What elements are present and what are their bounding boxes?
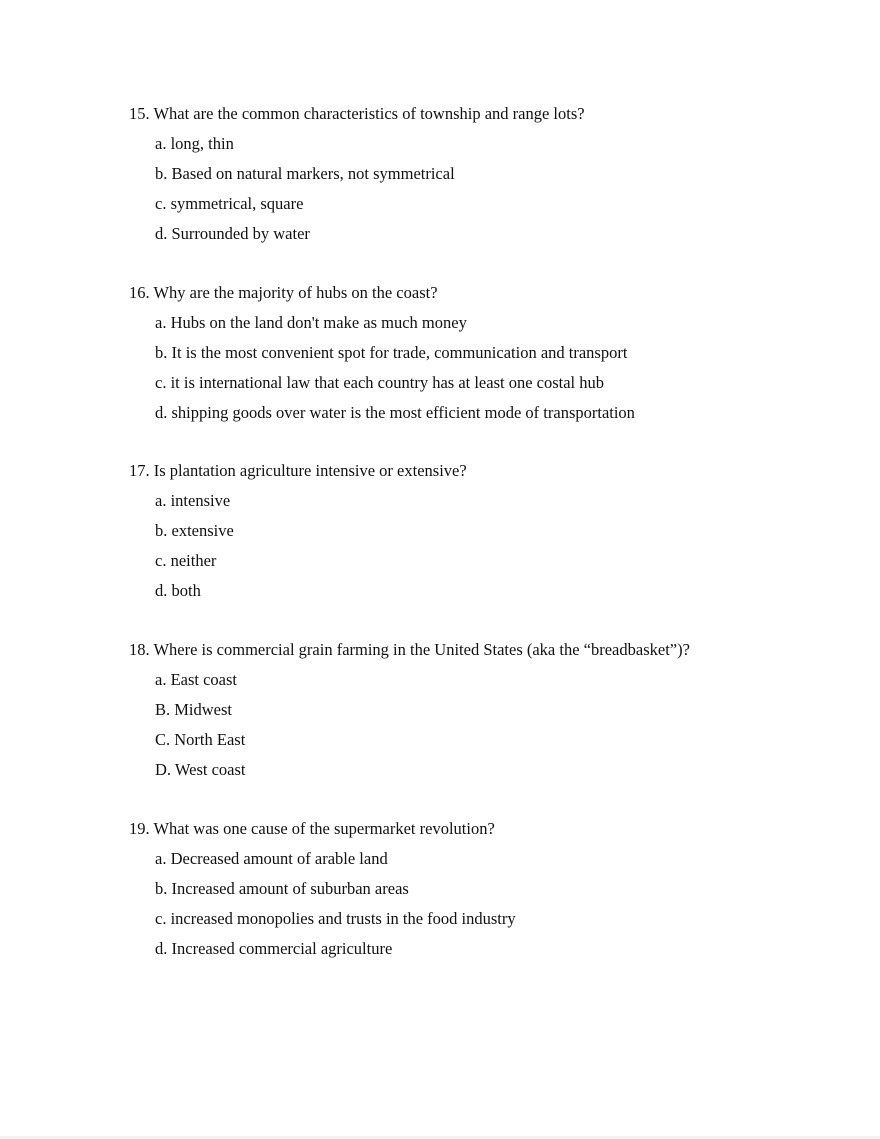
answer-option-b: b. Increased amount of suburban areas [155,879,409,898]
answer-option-c: c. symmetrical, square [155,194,304,213]
answer-option-a: a. Hubs on the land don't make as much money [155,313,467,332]
answer-option-b: b. It is the most convenient spot for trade, communication and transport [155,343,628,362]
answer-option-a: a. long, thin [155,134,234,153]
question-18 [129,640,829,790]
question-19 [129,819,829,969]
answer-option-d: d. shipping goods over water is the most efficient mode of transportation [155,403,635,422]
answer-option-c: c. neither [155,551,217,570]
question-15 [129,104,829,254]
answer-option-d: D. West coast [155,760,246,779]
answer-option-d: d. both [155,581,201,600]
answer-option-d: d. Increased commercial agriculture [155,939,393,958]
answer-option-a: a. intensive [155,491,231,510]
answer-option-c: c. increased monopolies and trusts in the food industry [155,909,516,928]
answer-option-b: b. extensive [155,521,234,540]
question-prompt: 16. Why are the majority of hubs on the coast? [129,283,438,302]
question-prompt: 19. What was one cause of the supermarket revolution? [129,819,495,838]
answer-option-c: C. North East [155,730,246,749]
answer-option-d: d. Surrounded by water [155,224,310,243]
answer-option-b: B. Midwest [155,700,233,719]
question-prompt: 15. What are the common characteristics of township and range lots? [129,104,585,123]
question-prompt: 18. Where is commercial grain farming in the United States (aka the “breadbasket”)? [129,640,690,659]
answer-option-c: c. it is international law that each country has at least one costal hub [155,373,605,392]
question-17 [129,461,829,611]
question-prompt: 17. Is plantation agriculture intensive or extensive? [129,461,467,480]
question-16 [129,283,829,433]
answer-option-a: a. East coast [155,670,238,689]
answer-option-a: a. Decreased amount of arable land [155,849,388,868]
answer-option-b: b. Based on natural markers, not symmetrical [155,164,455,183]
